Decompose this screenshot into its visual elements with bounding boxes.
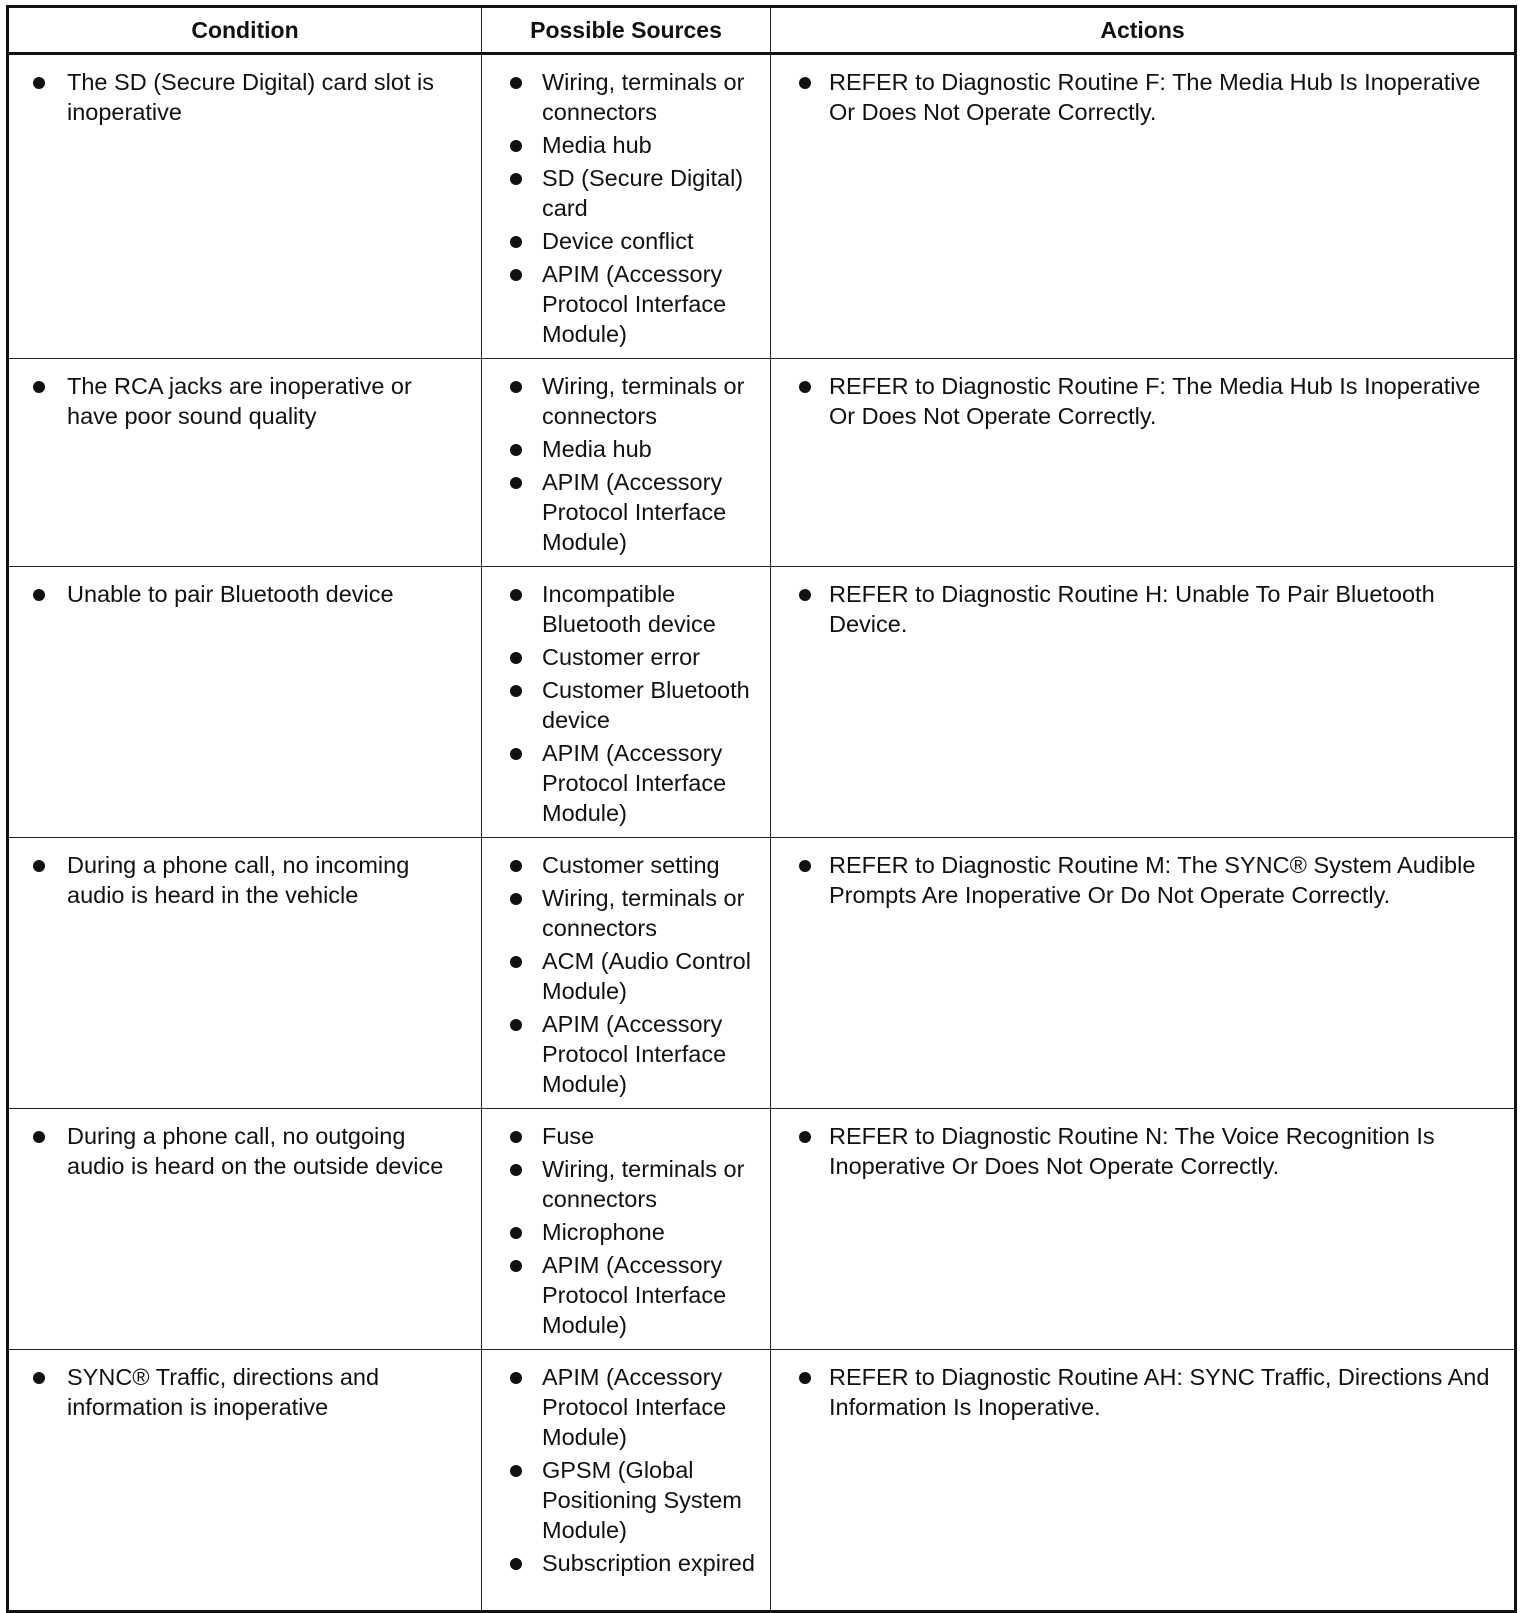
source-item: Media hub xyxy=(496,130,756,160)
source-item: Wiring, terminals or connectors xyxy=(496,67,756,127)
diagnostic-table xyxy=(6,5,1517,1613)
actions-cell xyxy=(771,1350,1516,1612)
condition-cell xyxy=(8,1109,482,1350)
condition-text: During a phone call, no incoming audio is heard in the vehicle xyxy=(23,850,467,910)
source-item: APIM (Accessory Protocol Interface Module) xyxy=(496,1362,756,1452)
action-text: REFER to Diagnostic Routine M: The SYNC® System Audible Prompts Are Inoperative Or Do Not Operate Correctly. xyxy=(785,850,1500,910)
condition-text: Unable to pair Bluetooth device xyxy=(23,579,467,609)
sources-cell xyxy=(482,54,771,359)
header-row xyxy=(8,7,1516,54)
condition-text: The SD (Secure Digital) card slot is inoperative xyxy=(23,67,467,127)
source-item: Microphone xyxy=(496,1217,756,1247)
source-item: ACM (Audio Control Module) xyxy=(496,946,756,1006)
action-text: REFER to Diagnostic Routine F: The Media Hub Is Inoperative Or Does Not Operate Correctly. xyxy=(785,371,1500,431)
table-row xyxy=(8,54,1516,359)
actions-cell xyxy=(771,838,1516,1109)
source-item: Device conflict xyxy=(496,226,756,256)
condition-cell xyxy=(8,359,482,567)
table-row xyxy=(8,1109,1516,1350)
source-item: Incompatible Bluetooth device xyxy=(496,579,756,639)
source-item: Fuse xyxy=(496,1121,756,1151)
source-item: APIM (Accessory Protocol Interface Module) xyxy=(496,1009,756,1099)
condition-cell xyxy=(8,54,482,359)
sources-cell xyxy=(482,567,771,838)
condition-cell xyxy=(8,838,482,1109)
source-item: APIM (Accessory Protocol Interface Module) xyxy=(496,1250,756,1340)
sources-cell xyxy=(482,1109,771,1350)
sources-cell xyxy=(482,359,771,567)
action-text: REFER to Diagnostic Routine AH: SYNC Traffic, Directions And Information Is Inoperative. xyxy=(785,1362,1500,1422)
source-item: Media hub xyxy=(496,434,756,464)
condition-text: During a phone call, no outgoing audio is heard on the outside device xyxy=(23,1121,467,1181)
header-condition: Condition xyxy=(8,7,482,54)
condition-cell xyxy=(8,1350,482,1612)
source-item: Customer setting xyxy=(496,850,756,880)
header-possible-sources: Possible Sources xyxy=(482,7,771,54)
action-text: REFER to Diagnostic Routine H: Unable To Pair Bluetooth Device. xyxy=(785,579,1500,639)
actions-cell xyxy=(771,54,1516,359)
table-row xyxy=(8,567,1516,838)
source-item: Subscription expired xyxy=(496,1548,756,1578)
table-row xyxy=(8,359,1516,567)
source-item: Wiring, terminals or connectors xyxy=(496,1154,756,1214)
condition-text: The RCA jacks are inoperative or have poor sound quality xyxy=(23,371,467,431)
source-item: Wiring, terminals or connectors xyxy=(496,883,756,943)
table-row xyxy=(8,838,1516,1109)
source-item: APIM (Accessory Protocol Interface Module) xyxy=(496,467,756,557)
header-actions: Actions xyxy=(771,7,1516,54)
actions-cell xyxy=(771,1109,1516,1350)
source-item: Customer error xyxy=(496,642,756,672)
table-row xyxy=(8,1350,1516,1612)
action-text: REFER to Diagnostic Routine N: The Voice Recognition Is Inoperative Or Does Not Operate Correctly. xyxy=(785,1121,1500,1181)
condition-text: SYNC® Traffic, directions and information is inoperative xyxy=(23,1362,467,1422)
actions-cell xyxy=(771,359,1516,567)
actions-cell xyxy=(771,567,1516,838)
source-item: GPSM (Global Positioning System Module) xyxy=(496,1455,756,1545)
sources-cell xyxy=(482,1350,771,1612)
source-item: APIM (Accessory Protocol Interface Module) xyxy=(496,738,756,828)
sources-cell xyxy=(482,838,771,1109)
source-item: Wiring, terminals or connectors xyxy=(496,371,756,431)
action-text: REFER to Diagnostic Routine F: The Media Hub Is Inoperative Or Does Not Operate Correctly. xyxy=(785,67,1500,127)
source-item: SD (Secure Digital) card xyxy=(496,163,756,223)
condition-cell xyxy=(8,567,482,838)
source-item: Customer Bluetooth device xyxy=(496,675,756,735)
source-item: APIM (Accessory Protocol Interface Module) xyxy=(496,259,756,349)
